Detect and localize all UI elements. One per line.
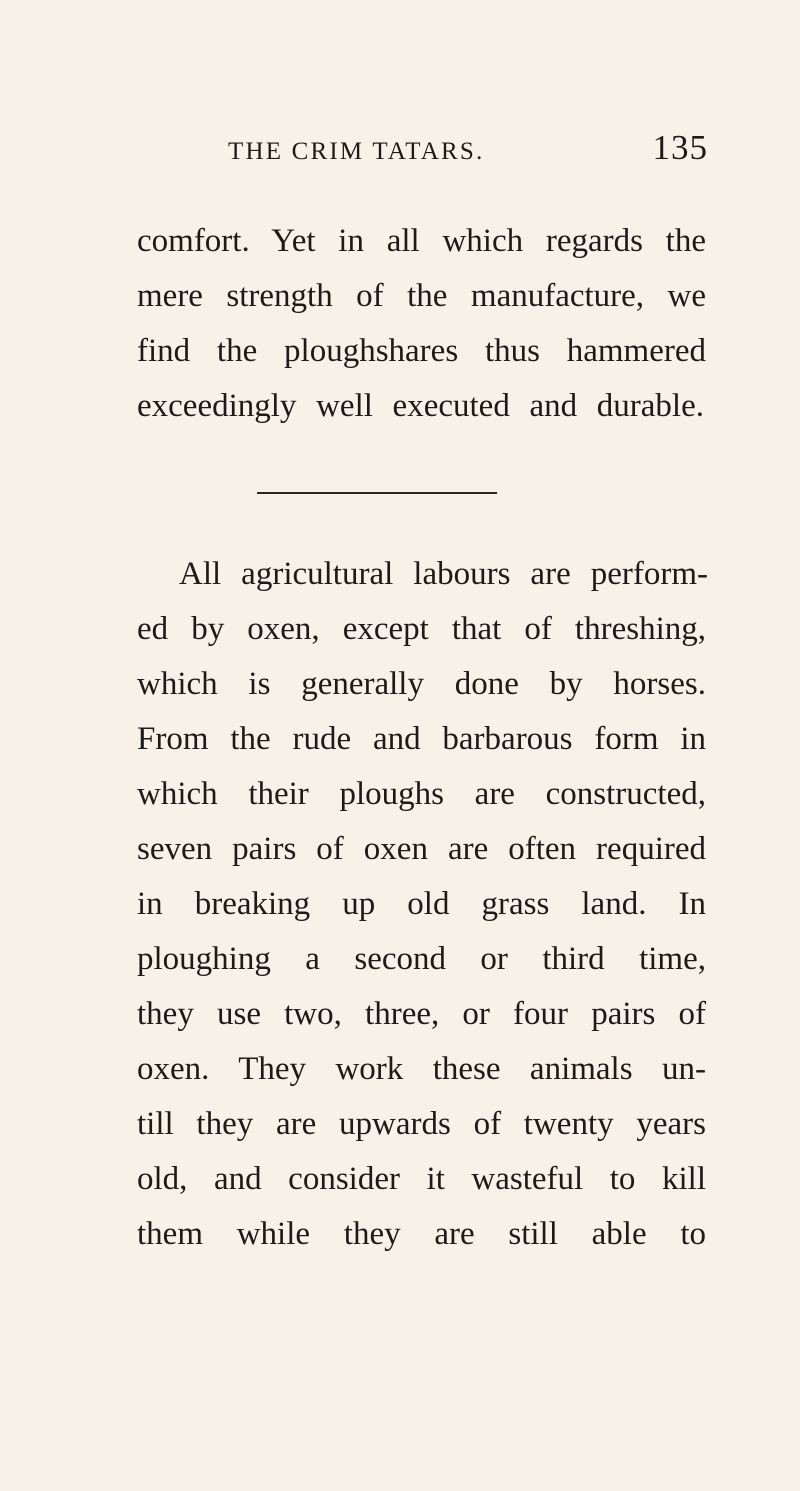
text-line: which their ploughs are constructed, (137, 776, 706, 812)
text-line: them while they are still able to (137, 1216, 706, 1252)
page-number: 135 (652, 128, 708, 167)
text-line: find the ploughshares thus hammered (137, 333, 706, 369)
text-line: All agricultural labours are perform- (179, 556, 708, 592)
running-head: THE CRIM TATARS. (228, 138, 485, 165)
text-line: seven pairs of oxen are often required (137, 831, 706, 867)
text-line: mere strength of the manufacture, we (137, 278, 706, 314)
text-line: ploughing a second or third time, (137, 941, 706, 977)
section-divider (257, 492, 497, 494)
text-line: comfort. Yet in all which regards the (137, 223, 706, 259)
text-line: which is generally done by horses. (137, 666, 706, 702)
text-line: they use two, three, or four pairs of (137, 996, 706, 1032)
text-line: ed by oxen, except that of threshing, (137, 611, 706, 647)
text-line: till they are upwards of twenty years (137, 1106, 706, 1142)
text-line: old, and consider it wasteful to kill (137, 1161, 706, 1197)
text-line: exceedingly well executed and durable. (137, 388, 704, 424)
text-line: oxen. They work these animals un- (137, 1051, 706, 1087)
text-line: in breaking up old grass land. In (137, 886, 706, 922)
text-line: From the rude and barbarous form in (137, 721, 706, 757)
